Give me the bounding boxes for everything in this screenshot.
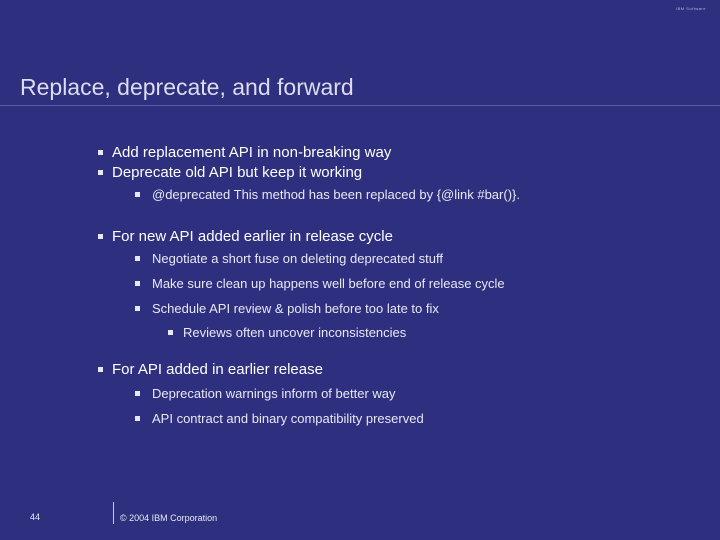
bullet-item [135, 276, 505, 291]
bullet-square-icon [98, 170, 103, 175]
bullet-item [98, 144, 391, 161]
bullet-square-icon [98, 234, 103, 239]
bullet-item [168, 325, 406, 340]
bullet-square-icon [98, 150, 103, 155]
bullet-text: @deprecated This method has been replaced by {@link #bar()}. [152, 187, 520, 202]
bullet-square-icon [135, 256, 140, 261]
bullet-square-icon [98, 367, 103, 372]
bullet-square-icon [168, 330, 173, 335]
bullet-item [135, 187, 520, 202]
bullet-text: Schedule API review & polish before too late to fix [152, 301, 439, 316]
bullet-item [135, 251, 443, 266]
copyright-text: © 2004 IBM Corporation [120, 513, 218, 523]
bullet-item [135, 301, 439, 316]
bullet-item [98, 228, 393, 245]
bullet-item [98, 361, 323, 378]
bullet-text: Deprecation warnings inform of better way [152, 386, 396, 401]
bullet-item [98, 164, 362, 181]
bullet-text: Add replacement API in non-breaking way [112, 144, 392, 161]
corner-logo-text: IBM Software [675, 6, 706, 11]
bullet-square-icon [135, 281, 140, 286]
bullet-square-icon [135, 391, 140, 396]
footer-divider [113, 502, 114, 524]
page-number: 44 [30, 512, 41, 522]
bullet-text: For API added in earlier release [112, 361, 323, 378]
slide-title: Replace, deprecate, and forward [20, 74, 354, 100]
bullet-text: Deprecate old API but keep it working [112, 164, 363, 181]
bullet-text: Make sure clean up happens well before end of release cycle [152, 276, 505, 291]
bullet-item [135, 411, 424, 426]
bullet-text: API contract and binary compatibility preserved [152, 411, 424, 426]
bullet-square-icon [135, 416, 140, 421]
bullet-square-icon [135, 306, 140, 311]
bullet-item [135, 386, 396, 401]
bullet-text: Reviews often uncover inconsistencies [183, 325, 407, 340]
bullet-text: Negotiate a short fuse on deleting deprecated stuff [152, 251, 444, 266]
bullet-text: For new API added earlier in release cycle [112, 228, 393, 245]
bullet-square-icon [135, 192, 140, 197]
